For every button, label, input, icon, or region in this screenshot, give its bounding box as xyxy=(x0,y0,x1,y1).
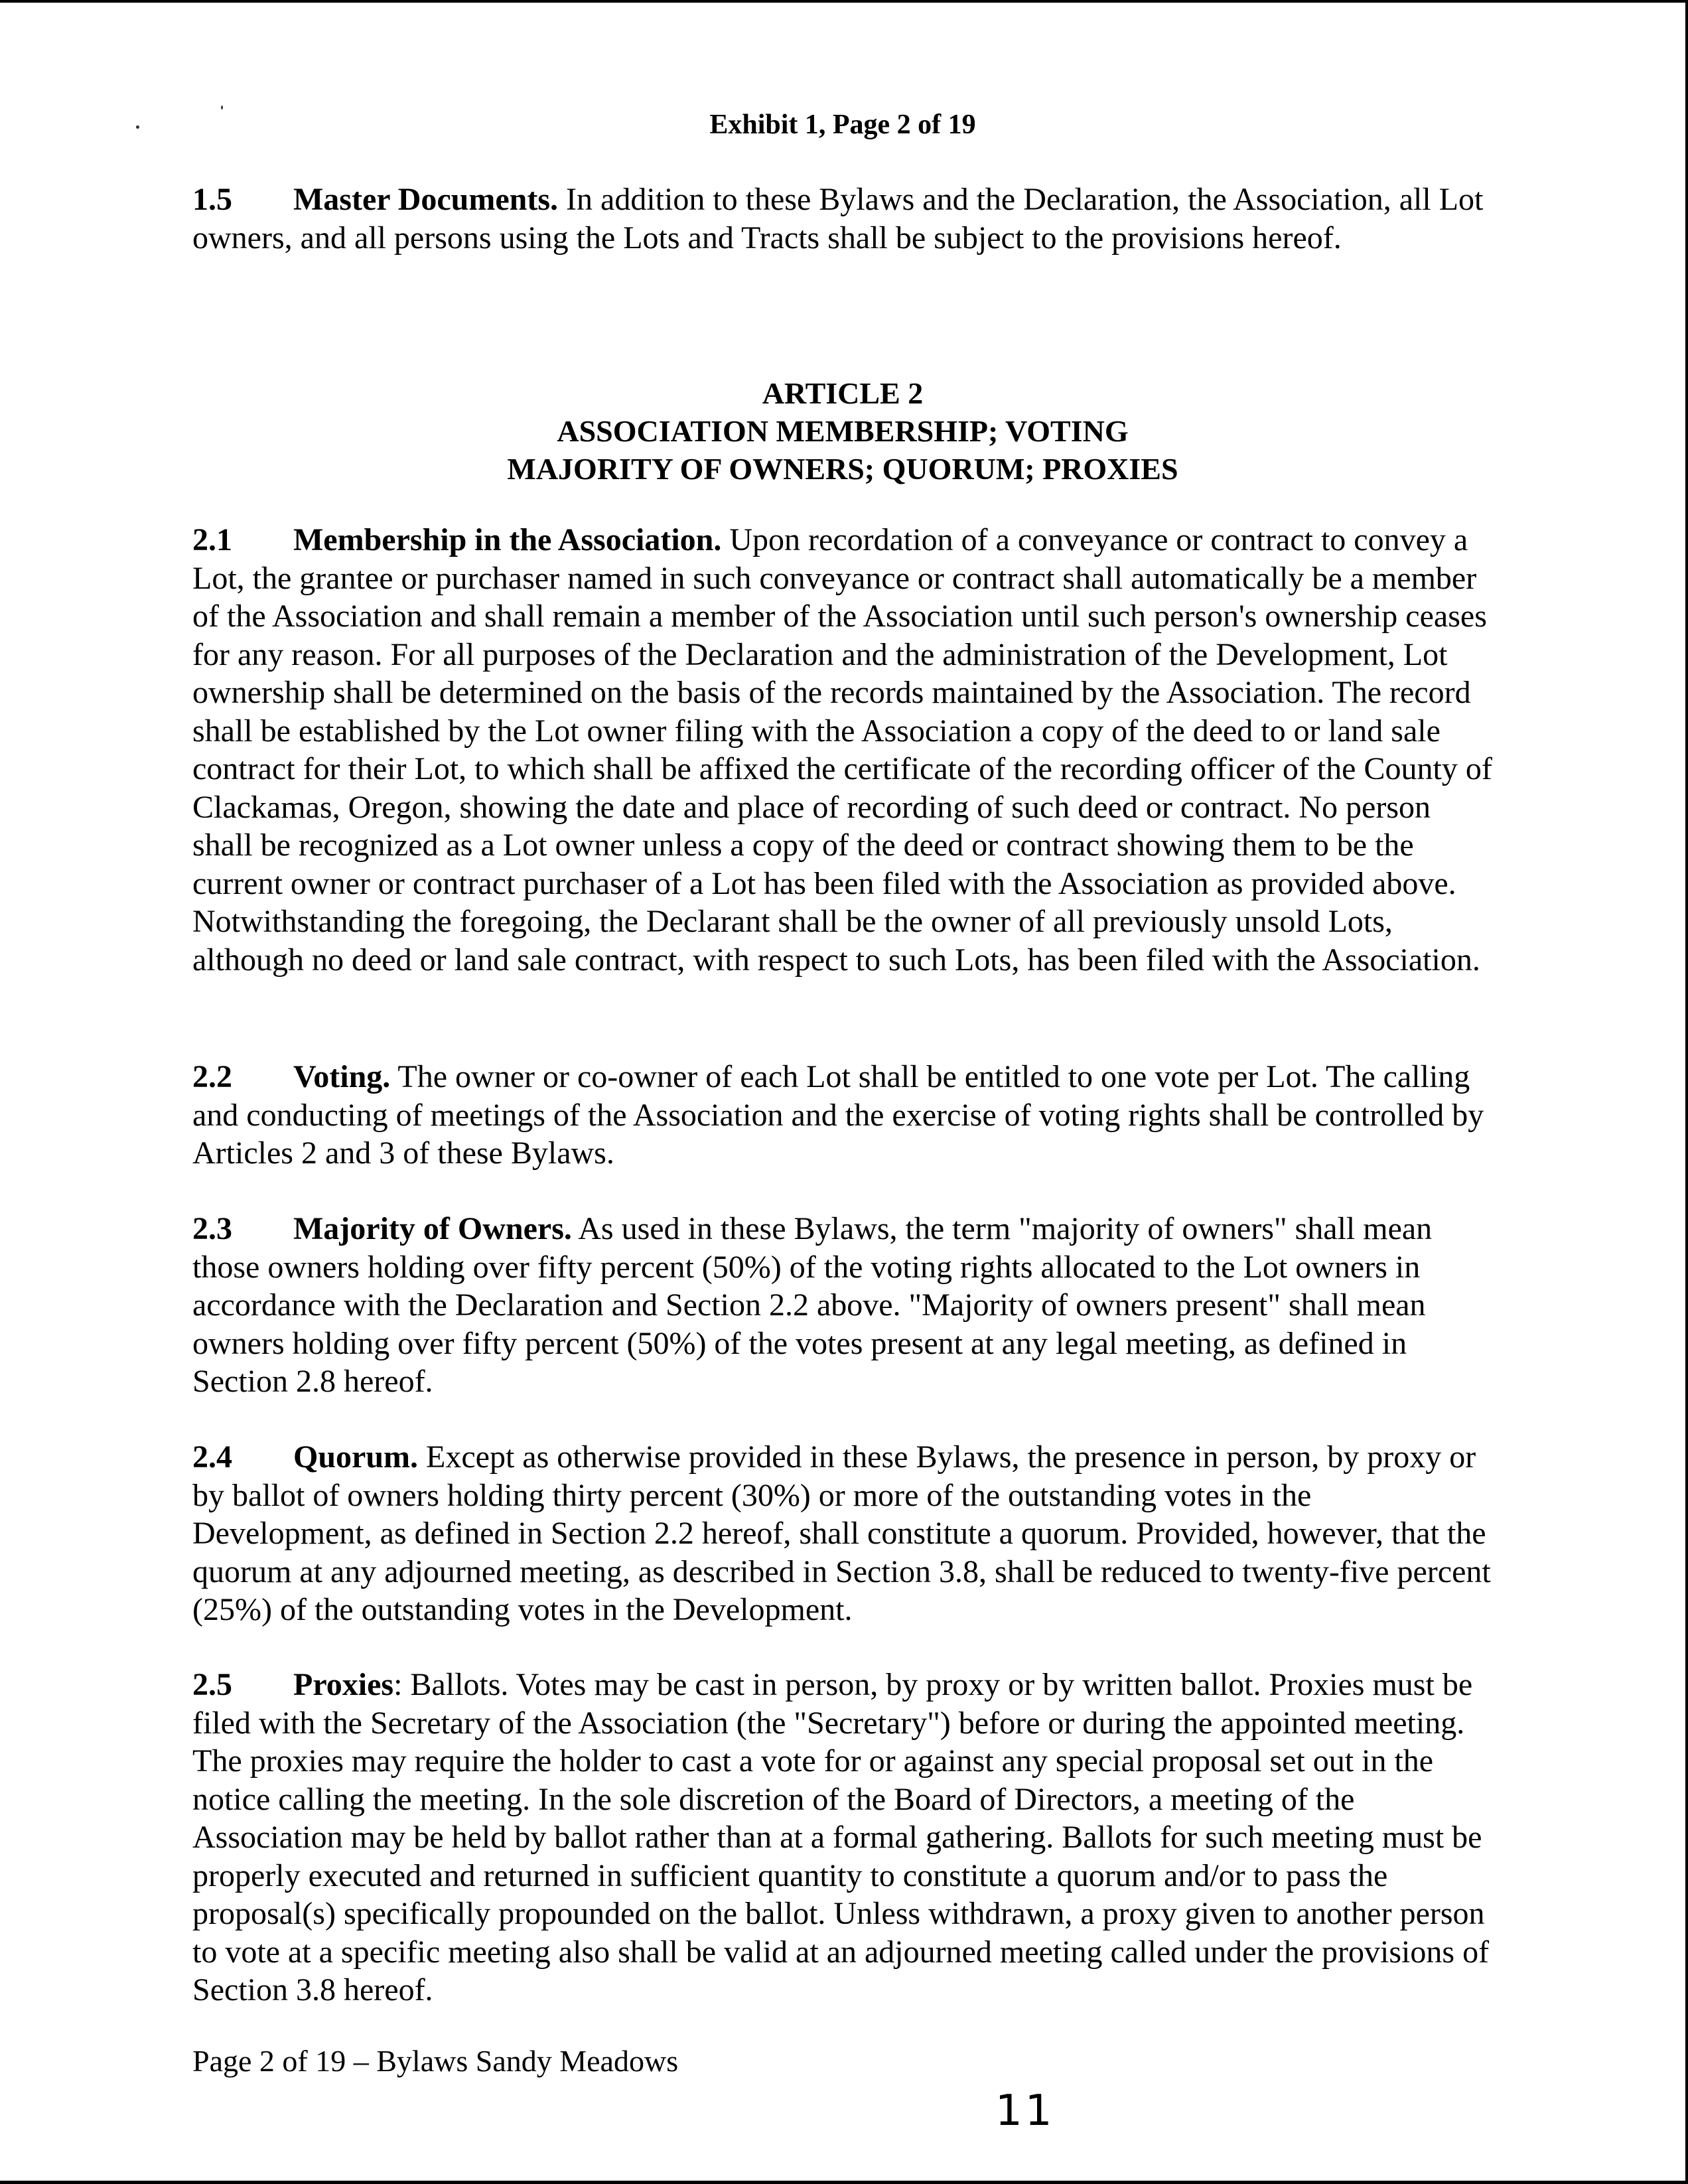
section-number: 2.1 xyxy=(192,522,232,557)
section-heading: Voting. xyxy=(293,1059,391,1094)
section-body: In addition to these Bylaws and the Declaration, the Association, all Lot owners, and all persons using the Lots and Tracts shall be subject to the provisions hereof. xyxy=(192,182,1484,255)
section-2-5 xyxy=(192,1666,1493,2009)
section-body: : Ballots. Votes may be cast in person, by proxy or by written ballot. Proxies must be filed with the Secretary of the Association (the "Secretary") before or during the appointed meeting. The proxies may require the holder to cast a vote for or against any special proposal set out in the notice calling the meeting. In the sole discretion of the Board of Directors, a meeting of the Association may be held by ballot rather than at a formal gathering. Ballots for such meeting must be properly executed and returned in sufficient quantity to constitute a quorum and/or to pass the proposal(s) specifically propounded on the ballot. Unless withdrawn, a proxy given to another person to vote at a specific meeting also shall be valid at an adjourned meeting called under the provisions of Section 3.8 hereof. xyxy=(192,1667,1490,2007)
section-number: 1.5 xyxy=(192,182,232,217)
page-footer: Page 2 of 19 – Bylaws Sandy Meadows xyxy=(192,2044,679,2078)
section-body: Upon recordation of a conveyance or contract to convey a Lot, the grantee or purchaser named in such conveyance or contract shall automatically be a member of the Association and shall remain a member of the Association until such person's ownership ceases for any reason. For all purposes of the Declaration and the administration of the Development, Lot ownership shall be determined on the basis of the records maintained by the Association. The record shall be established by the Lot owner filing with the Association a copy of the deed to or land sale contract for their Lot, to which shall be affixed the certificate of the recording officer of the County of Clackamas, Oregon, showing the date and place of recording of such deed or contract. No person shall be recognized as a Lot owner unless a copy of the deed or contract showing them to be the current owner or contract purchaser of a Lot has been filed with the Association as provided above. Notwithstanding the foregoing, the Declarant shall be the owner of all previously unsold Lots, although no deed or land sale contract, with respect to such Lots, has been filed with the Association. xyxy=(192,522,1492,978)
article-title: ARTICLE 2 xyxy=(762,376,924,410)
section-2-4 xyxy=(192,1438,1493,1629)
section-body: The owner or co-owner of each Lot shall be entitled to one vote per Lot. The calling and conducting of meetings of the Association and the exercise of voting rights shall be controlled by Articles 2 and 3 of these Bylaws. xyxy=(192,1059,1484,1171)
section-heading: Master Documents. xyxy=(293,182,559,217)
section-heading: Membership in the Association. xyxy=(293,522,722,557)
article-subtitle-1: ASSOCIATION MEMBERSHIP; VOTING xyxy=(557,414,1129,448)
section-number: 2.5 xyxy=(192,1667,232,1702)
article-subtitle-2: MAJORITY OF OWNERS; QUORUM; PROXIES xyxy=(507,452,1178,486)
section-heading: Majority of Owners. xyxy=(293,1211,572,1246)
section-body: As used in these Bylaws, the term "majority of owners" shall mean those owners holding over fifty percent (50%) of the voting rights allocated to the Lot owners in accordance with the Declaration and Section 2.2 above. "Majority of owners present" shall mean owners holding over fifty percent (50%) of the votes present at any legal meeting, as defined in Section 2.8 hereof. xyxy=(192,1211,1433,1399)
section-2-1 xyxy=(192,521,1493,979)
section-heading: Proxies xyxy=(293,1667,394,1702)
section-heading: Quorum. xyxy=(293,1439,419,1475)
section-2-2 xyxy=(192,1058,1493,1173)
exhibit-header: Exhibit 1, Page 2 of 19 xyxy=(709,109,976,140)
article-heading xyxy=(0,374,1685,488)
section-number: 2.4 xyxy=(192,1439,232,1475)
section-number: 2.3 xyxy=(192,1211,232,1246)
section-number: 2.2 xyxy=(192,1059,232,1094)
handwritten-page-mark: 11 xyxy=(995,2086,1055,2136)
section-body: Except as otherwise provided in these Bylaws, the presence in person, by proxy or by ballot of owners holding thirty percent (30%) or more of the outstanding votes in the Development, as defined in Section 2.2 hereof, shall constitute a quorum. Provided, however, that the quorum at any adjourned meeting, as described in Section 3.8, shall be reduced to twenty-five percent (25%) of the outstanding votes in the Development. xyxy=(192,1439,1491,1627)
section-1-5 xyxy=(192,181,1493,257)
section-2-3 xyxy=(192,1210,1493,1401)
